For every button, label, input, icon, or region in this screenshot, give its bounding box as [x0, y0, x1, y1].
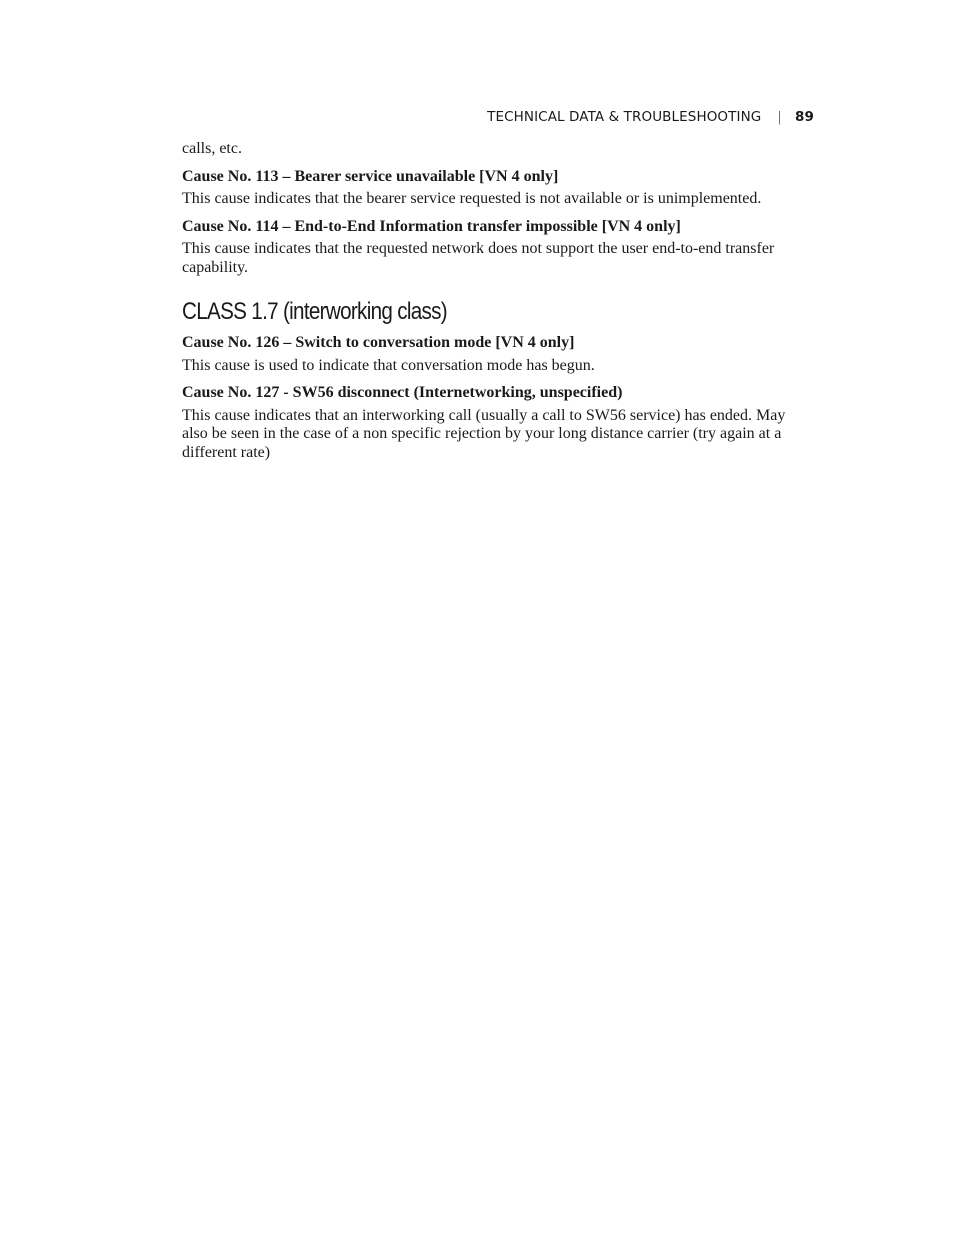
- page-body: [182, 140, 814, 471]
- class-section-heading: CLASS 1.7 (interworking class): [182, 298, 447, 325]
- cause-114-description: This cause indicates that the requested network does not support the user end-to-end transfer capability.: [182, 240, 775, 276]
- cause-114-heading: Cause No. 114 – End-to-End Information transfer impossible [VN 4 only]: [182, 217, 681, 235]
- page-number: 89: [795, 109, 814, 125]
- cause-113-heading: Cause No. 113 – Bearer service unavailable [VN 4 only]: [182, 167, 559, 185]
- cause-113-description: This cause indicates that the bearer service requested is not available or is unimplemented.: [182, 190, 762, 207]
- continuation-text: calls, etc.: [182, 140, 242, 157]
- header-section-title: TECHNICAL DATA & TROUBLESHOOTING: [487, 109, 762, 125]
- cause-126-description: This cause is used to indicate that conversation mode has begun.: [182, 356, 595, 374]
- cause-126-heading: Cause No. 126 – Switch to conversation mode [VN 4 only]: [182, 334, 575, 351]
- header-separator: |: [777, 109, 782, 125]
- cause-127-heading: Cause No. 127 - SW56 disconnect (Internetworking, unspecified): [182, 384, 623, 401]
- cause-127-description: This cause indicates that an interworking call (usually a call to SW56 service) has ended. May also be seen in the case of a non specific rejection by your long distance carrier (try again at a different rate): [182, 406, 786, 461]
- running-header: [487, 109, 814, 125]
